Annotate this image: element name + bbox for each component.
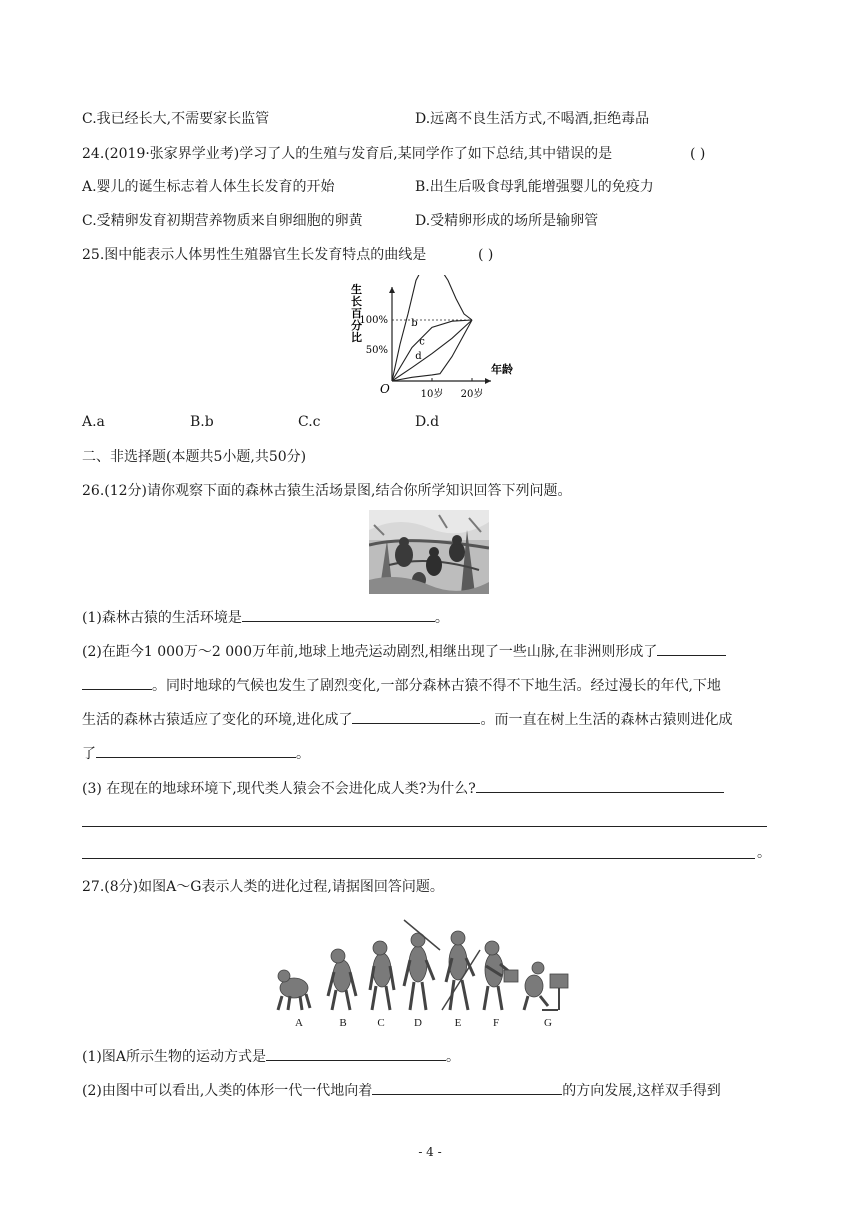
q26-part3-answer-line3[interactable] bbox=[82, 858, 755, 859]
q26-part3-blank1[interactable] bbox=[476, 778, 724, 793]
growth-curve-chart bbox=[335, 275, 520, 405]
evolution-stage-label: D bbox=[414, 1017, 422, 1029]
curve-label-d: d bbox=[415, 351, 422, 363]
q26-part3-answer-line2[interactable] bbox=[82, 826, 767, 827]
evolution-stage-label: A bbox=[295, 1017, 303, 1029]
chart-series bbox=[392, 275, 472, 381]
human-evolution-image bbox=[272, 910, 572, 1030]
q24-option-a: A.婴儿的诞生标志着人体生长发育的开始 bbox=[82, 179, 335, 195]
chart-x-tick-label: 20岁 bbox=[460, 389, 484, 400]
q24-option-b: B.出生后吸食母乳能增强婴儿的免疫力 bbox=[415, 179, 654, 195]
q27-stem: 27.(8分)如图A～G表示人类的进化过程,请据图回答问题。 bbox=[82, 879, 444, 895]
evolution-stage-label: G bbox=[544, 1017, 552, 1029]
chart-origin-label: O bbox=[380, 382, 390, 396]
q26-part2-blank1b[interactable] bbox=[82, 675, 152, 690]
evolution-stage-label: C bbox=[377, 1017, 385, 1029]
q26-part2-line1: (2)在距今1 000万～2 000万年前,地球上地壳运动剧烈,相继出现了一些山脉,在非洲则形成了 bbox=[82, 641, 726, 662]
evolution-stage-label: F bbox=[492, 1017, 500, 1029]
q26-part1-text: (1)森林古猿的生活环境是 bbox=[82, 610, 242, 626]
q27-part1-blank[interactable] bbox=[266, 1046, 446, 1061]
evolution-stage-label: E bbox=[454, 1017, 462, 1029]
chart-y-tick-label: 50% bbox=[365, 345, 388, 356]
chart-x-arrow bbox=[485, 378, 491, 384]
q27-part2-blank[interactable] bbox=[372, 1080, 562, 1095]
q24-answer-paren: ( ) bbox=[690, 146, 706, 162]
q24-option-d: D.受精卵形成的场所是输卵管 bbox=[415, 213, 599, 229]
q25-option-d: D.d bbox=[415, 414, 440, 430]
chart-y-arrow bbox=[389, 287, 395, 293]
q25-option-c: C.c bbox=[298, 414, 321, 430]
q26-part3: (3) 在现在的地球环境下,现代类人猿会不会进化成人类?为什么? bbox=[82, 778, 724, 799]
curve-label-b: b bbox=[411, 318, 418, 330]
q26-part3-end: 。 bbox=[757, 845, 771, 861]
q26-part2-blank3[interactable] bbox=[96, 743, 296, 758]
q24-stem: 24.(2019·张家界学业考)学习了人的生殖与发育后,某同学作了如下总结,其中错误的是 bbox=[82, 146, 613, 162]
q25-option-b: B.b bbox=[190, 414, 214, 430]
curve-label-c: c bbox=[419, 336, 425, 348]
page-number: - 4 - bbox=[418, 1145, 442, 1159]
forest-ape-scene-image bbox=[369, 510, 489, 594]
evolution-stage-label: B bbox=[339, 1017, 347, 1029]
q26-part1: (1)森林古猿的生活环境是 。 bbox=[82, 607, 449, 628]
q25-answer-paren: ( ) bbox=[478, 247, 494, 263]
section-title: 二、非选择题(本题共5小题,共50分) bbox=[82, 449, 307, 465]
q23-option-c: C.我已经长大,不需要家长监管 bbox=[82, 111, 270, 127]
q26-part2-blank2[interactable] bbox=[352, 709, 480, 724]
chart-x-axis-label: 年龄 bbox=[491, 363, 513, 376]
q26-part1-blank[interactable] bbox=[242, 607, 435, 622]
q27-part1: (1)图A所示生物的运动方式是 。 bbox=[82, 1046, 460, 1067]
chart-x-tick-label: 10岁 bbox=[420, 389, 444, 400]
q26-part2-blank1a[interactable] bbox=[657, 641, 726, 656]
q26-part2-line4: 了 。 bbox=[82, 743, 310, 764]
q23-option-d: D.远离不良生活方式,不喝酒,拒绝毒品 bbox=[415, 111, 650, 127]
q27-part2: (2)由图中可以看出,人类的体形一代一代地向着 的方向发展,这样双手得到 bbox=[82, 1080, 721, 1101]
chart-y-axis-label: 生长百分比 bbox=[351, 283, 362, 344]
q24-option-c: C.受精卵发育初期营养物质来自卵细胞的卵黄 bbox=[82, 213, 363, 229]
q26-part2-line2: 。同时地球的气候也发生了剧烈变化,一部分森林古猿不得不下地生活。经过漫长的年代,下地 bbox=[82, 675, 721, 696]
q25-option-a: A.a bbox=[82, 414, 105, 430]
q26-part2-line3: 生活的森林古猿适应了变化的环境,进化成了 。而一直在树上生活的森林古猿则进化成 bbox=[82, 709, 732, 730]
chart-y-tick-label: 100% bbox=[359, 315, 388, 326]
q26-stem: 26.(12分)请你观察下面的森林古猿生活场景图,结合你所学知识回答下列问题。 bbox=[82, 483, 572, 499]
chart-axes bbox=[389, 287, 491, 384]
q25-stem: 25.图中能表示人体男性生殖器官生长发育特点的曲线是 bbox=[82, 247, 427, 263]
